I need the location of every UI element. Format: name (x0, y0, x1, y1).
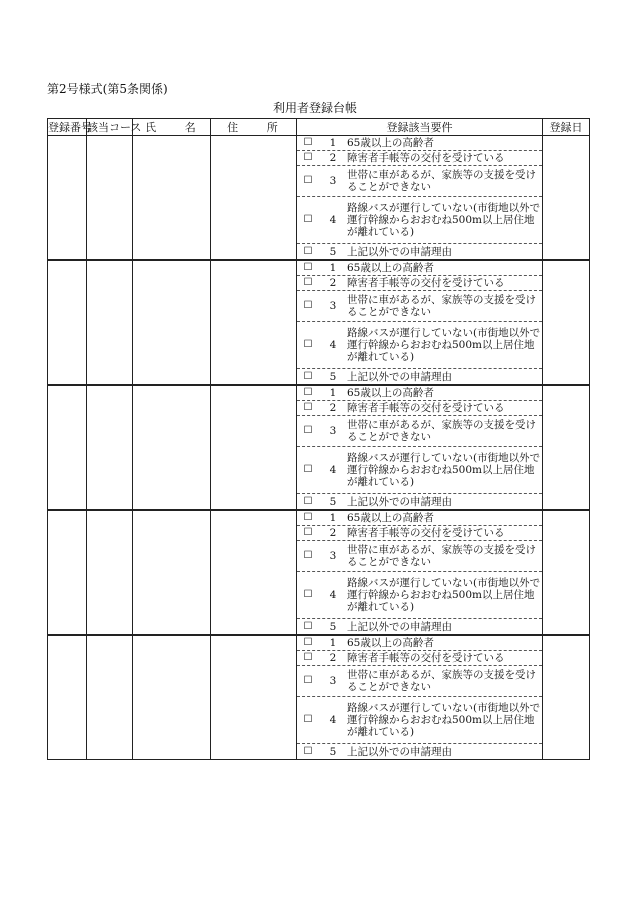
checkbox-icon[interactable]: ☐ (303, 339, 313, 350)
checkbox-icon[interactable]: ☐ (303, 652, 313, 663)
checkbox-icon[interactable]: ☐ (303, 675, 313, 686)
requirement-item (297, 197, 542, 244)
reg-date-cell[interactable] (543, 136, 590, 261)
checkbox-icon[interactable]: ☐ (303, 527, 313, 538)
requirement-number: 3 (329, 425, 337, 437)
checkbox-icon[interactable]: ☐ (303, 512, 313, 523)
registration-row (48, 385, 590, 510)
registration-row (48, 635, 590, 760)
course-cell[interactable] (87, 136, 133, 261)
checkbox-icon[interactable]: ☐ (303, 425, 313, 436)
reg-no-cell[interactable] (48, 136, 87, 261)
requirement-list (297, 386, 542, 509)
requirement-item (297, 494, 542, 509)
requirement-number: 4 (329, 464, 337, 476)
col-header-reg-no: 登録番号 (48, 119, 87, 136)
checkbox-icon[interactable]: ☐ (303, 387, 313, 398)
requirement-item (297, 636, 542, 651)
checkbox-icon[interactable]: ☐ (303, 300, 313, 311)
requirements-cell (297, 510, 543, 635)
checkbox-icon[interactable]: ☐ (303, 402, 313, 413)
requirement-item (297, 401, 542, 416)
col-header-name: 氏 名 (133, 119, 211, 136)
name-cell[interactable] (133, 260, 211, 385)
requirement-text: 世帯に車があるが、家族等の支援を受けることができない (347, 544, 536, 568)
requirement-item (297, 511, 542, 526)
requirement-text: 世帯に車があるが、家族等の支援を受けることができない (347, 419, 536, 443)
reg-no-cell[interactable] (48, 385, 87, 510)
requirement-item (297, 744, 542, 759)
requirement-text: 65歳以上の高齢者 (347, 387, 434, 399)
course-cell[interactable] (87, 260, 133, 385)
col-header-address: 住 所 (211, 119, 297, 136)
col-header-reg-date: 登録日 (543, 119, 590, 136)
requirement-item (297, 276, 542, 291)
checkbox-icon[interactable]: ☐ (303, 714, 313, 725)
requirement-number: 4 (329, 339, 337, 351)
requirement-number: 1 (329, 137, 337, 149)
checkbox-icon[interactable]: ☐ (303, 214, 313, 225)
requirement-number: 5 (329, 620, 337, 633)
ledger-title: 利用者登録台帳 (272, 101, 357, 115)
requirement-item (297, 572, 542, 619)
requirement-text: 障害者手帳等の交付を受けている (347, 152, 505, 164)
address-cell[interactable] (211, 385, 297, 510)
checkbox-icon[interactable]: ☐ (303, 495, 313, 507)
requirement-item (297, 166, 542, 197)
requirement-number: 4 (329, 589, 337, 601)
requirement-number: 5 (329, 245, 337, 258)
requirement-list (297, 511, 542, 634)
requirement-text: 上記以外での申請理由 (347, 745, 452, 758)
col-header-requirements: 登録該当要件 (297, 119, 543, 136)
address-cell[interactable] (211, 635, 297, 760)
requirement-number: 2 (329, 652, 337, 664)
checkbox-icon[interactable]: ☐ (303, 277, 313, 288)
requirement-number: 1 (329, 512, 337, 524)
requirement-text: 障害者手帳等の交付を受けている (347, 652, 505, 664)
requirement-number: 2 (329, 527, 337, 539)
requirement-item (297, 651, 542, 666)
requirements-cell (297, 385, 543, 510)
checkbox-icon[interactable]: ☐ (303, 620, 313, 632)
reg-date-cell[interactable] (543, 510, 590, 635)
requirement-number: 4 (329, 214, 337, 226)
requirement-number: 1 (329, 387, 337, 399)
requirement-number: 3 (329, 550, 337, 562)
requirement-text: 障害者手帳等の交付を受けている (347, 527, 505, 539)
requirement-item (297, 526, 542, 541)
address-cell[interactable] (211, 510, 297, 635)
requirement-text: 世帯に車があるが、家族等の支援を受けることができない (347, 169, 536, 193)
checkbox-icon[interactable]: ☐ (303, 589, 313, 600)
reg-date-cell[interactable] (543, 635, 590, 760)
requirement-text: 上記以外での申請理由 (347, 620, 452, 633)
requirements-cell (297, 136, 543, 261)
requirement-number: 4 (329, 714, 337, 726)
requirement-text: 65歳以上の高齢者 (347, 137, 434, 149)
requirement-text: 65歳以上の高齢者 (347, 262, 434, 274)
requirement-number: 5 (329, 370, 337, 383)
requirement-text: 路線バスが運行していない(市街地以外で運行幹線からおおむね500m以上居住地が離れている) (347, 202, 541, 238)
requirement-item (297, 416, 542, 447)
requirement-number: 3 (329, 175, 337, 187)
requirement-number: 2 (329, 277, 337, 289)
requirement-number: 2 (329, 402, 337, 414)
requirement-item (297, 244, 542, 259)
col-header-course: 該当コース (87, 119, 133, 136)
form-number: 第2号様式(第5条関係) (47, 82, 168, 96)
checkbox-icon[interactable]: ☐ (303, 745, 313, 757)
checkbox-icon[interactable]: ☐ (303, 137, 313, 148)
requirement-text: 65歳以上の高齢者 (347, 637, 434, 649)
checkbox-icon[interactable]: ☐ (303, 370, 313, 382)
address-cell[interactable] (211, 136, 297, 261)
requirement-text: 世帯に車があるが、家族等の支援を受けることができない (347, 669, 536, 693)
requirement-number: 1 (329, 637, 337, 649)
requirement-number: 5 (329, 495, 337, 508)
requirement-item (297, 386, 542, 401)
requirement-text: 障害者手帳等の交付を受けている (347, 277, 505, 289)
name-cell[interactable] (133, 510, 211, 635)
requirement-text: 路線バスが運行していない(市街地以外で運行幹線からおおむね500m以上居住地が離れている) (347, 702, 541, 738)
checkbox-icon[interactable]: ☐ (303, 245, 313, 257)
requirement-text: 路線バスが運行していない(市街地以外で運行幹線からおおむね500m以上居住地が離れている) (347, 327, 541, 363)
requirement-text: 障害者手帳等の交付を受けている (347, 402, 505, 414)
requirement-item (297, 151, 542, 166)
checkbox-icon[interactable]: ☐ (303, 262, 313, 273)
reg-date-cell[interactable] (543, 385, 590, 510)
checkbox-icon[interactable]: ☐ (303, 550, 313, 561)
requirement-item (297, 261, 542, 276)
requirement-text: 上記以外での申請理由 (347, 495, 452, 508)
reg-no-cell[interactable] (48, 635, 87, 760)
requirement-number: 3 (329, 675, 337, 687)
requirement-number: 3 (329, 300, 337, 312)
requirement-list (297, 136, 542, 259)
requirement-text: 路線バスが運行していない(市街地以外で運行幹線からおおむね500m以上居住地が離れている) (347, 577, 541, 613)
requirement-text: 世帯に車があるが、家族等の支援を受けることができない (347, 294, 536, 318)
requirement-item (297, 322, 542, 369)
requirement-item (297, 541, 542, 572)
checkbox-icon[interactable]: ☐ (303, 152, 313, 163)
registration-table (47, 118, 590, 760)
reg-no-cell[interactable] (48, 510, 87, 635)
requirement-list (297, 261, 542, 384)
requirements-cell (297, 260, 543, 385)
checkbox-icon[interactable]: ☐ (303, 464, 313, 475)
registration-row (48, 260, 590, 385)
registration-row (48, 510, 590, 635)
address-cell[interactable] (211, 260, 297, 385)
reg-no-cell[interactable] (48, 260, 87, 385)
requirement-text: 上記以外での申請理由 (347, 245, 452, 258)
requirement-item (297, 369, 542, 384)
requirement-text: 65歳以上の高齢者 (347, 512, 434, 524)
course-cell[interactable] (87, 510, 133, 635)
name-cell[interactable] (133, 635, 211, 760)
requirement-item (297, 666, 542, 697)
requirement-item (297, 447, 542, 494)
requirement-number: 5 (329, 745, 337, 758)
requirement-item (297, 291, 542, 322)
header-row (48, 119, 590, 136)
checkbox-icon[interactable]: ☐ (303, 175, 313, 186)
requirement-text: 上記以外での申請理由 (347, 370, 452, 383)
name-cell[interactable] (133, 136, 211, 261)
requirement-text: 路線バスが運行していない(市街地以外で運行幹線からおおむね500m以上居住地が離れている) (347, 452, 541, 488)
registration-row (48, 136, 590, 261)
requirement-item (297, 697, 542, 744)
requirement-list (297, 636, 542, 759)
requirement-number: 2 (329, 152, 337, 164)
requirement-item (297, 136, 542, 151)
requirements-cell (297, 635, 543, 760)
name-cell[interactable] (133, 385, 211, 510)
reg-date-cell[interactable] (543, 260, 590, 385)
requirement-number: 1 (329, 262, 337, 274)
course-cell[interactable] (87, 635, 133, 760)
requirement-item (297, 619, 542, 634)
course-cell[interactable] (87, 385, 133, 510)
checkbox-icon[interactable]: ☐ (303, 637, 313, 648)
